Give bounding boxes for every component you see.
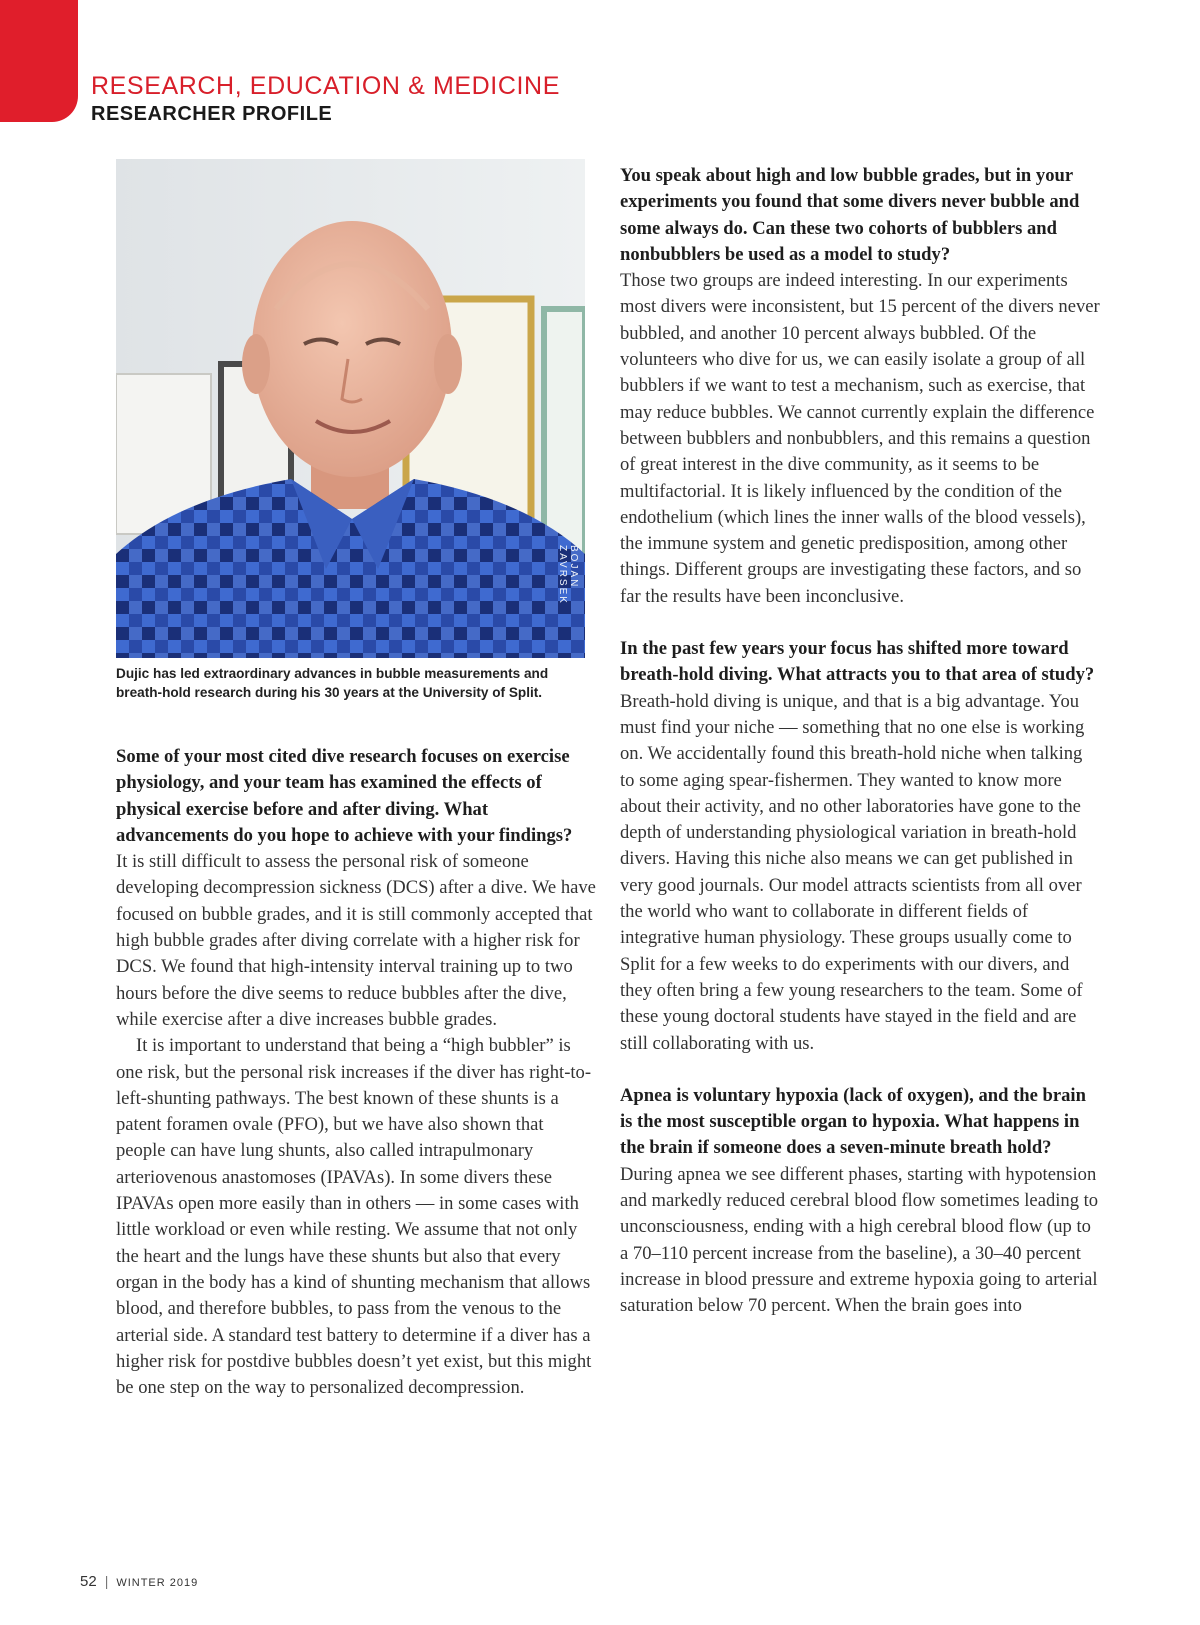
- question-apnea: Apnea is voluntary hypoxia (lack of oxygen), and the brain is the most susceptible organ to hypoxia. What happens in the brain if someone does a seven-minute breath hold?: [620, 1084, 1086, 1159]
- question-breath-hold: In the past few years your focus has shifted more toward breath-hold diving. What attracts you to that area of study?: [620, 638, 1095, 686]
- answer-paragraph: During apnea we see different phases, starting with hypotension and markedly reduced cerebral blood flow sometimes leading to unconsciousness, ending with a high cerebral blood flow (up to a 70–110 percent increase from the baseline), a 30–40 percent increase in blood pressure and extreme hypoxia going to arterial saturation below 70 percent. When the brain goes into: [620, 1163, 1099, 1317]
- photo-credit: BOJAN ZAVRSEK: [557, 545, 579, 605]
- section-subtitle: RESEARCHER PROFILE: [91, 103, 333, 125]
- answer-paragraph: It is important to understand that being a “high bubbler” is one risk, but the personal risk increases if the diver has right-to-left-shunting pathways. The best known of these shunts is a patent foramen ovale (PFO), but we have also shown that people can have lung shunts, also called intrapulmonary arteriovenous anastomoses (IPAVAs). In some divers these IPAVAs open more easily than in others — in some cases with little workload or even while resting. We assume that not only the heart and the lungs have these shunts but also that every organ in the body has a kind of shunting mechanism that allows blood, and therefore bubbles, to pass from the venous to the arterial side. A standard test battery to determine if a diver has a higher risk for postdive bubbles doesn’t yet exist, but this might be one step on the way to personalized decompression.: [116, 1035, 592, 1399]
- question-exercise-physiology: Some of your most cited dive research focuses on exercise physiology, and your team has examined the effects of physical exercise before and after diving. What advancements do you hope to achieve with your findings?: [116, 746, 573, 846]
- portrait-photo: [116, 159, 585, 658]
- answer-paragraph: Those two groups are indeed interesting. In our experiments most divers were inconsistent, but 15 percent of the divers never bubbled, and another 10 percent always bubbled. Of the volunteers who dive for us, we can easily isolate a group of all bubblers if we want to test a mechanism, such as exercise, that may reduce bubbles. We cannot currently explain the difference between bubblers and nonbubblers, and this remains a question of great interest in the dive community, as it seems to be multifactorial. It is likely influenced by the condition of the endothelium (which lines the inner walls of the blood vessels), the immune system and genetic predisposition, among other things. Different groups are investigating these factors, and so far the results have been inconclusive.: [620, 270, 1100, 607]
- answer-paragraph: It is still difficult to assess the personal risk of someone developing decompression sickness (DCS) after a dive. We have focused on bubble grades, and it is still commonly accepted that high bubble grades after diving correlate with a higher risk for DCS. We found that high-intensity interval training up to two hours before the dive seems to reduce bubbles after the dive, while exercise after a dive increases bubble grades.: [116, 851, 596, 1030]
- section-color-tab: [0, 0, 78, 122]
- issue-label: WINTER 2019: [116, 1577, 199, 1589]
- answer-paragraph: Breath-hold diving is unique, and that is a big advantage. You must find your niche — something that no one else is working on. We accidentally found this breath-hold niche when talking to some aging spear-fishermen. They wanted to know more about their activity, and no other laboratories have gone to the depth of understanding physiological variation in breath-hold divers. Having this niche also means we can get published in very good journals. Our model attracts scientists from all over the world who want to collaborate in different fields of integrative human physiology. These groups usually come to Split for a few weeks to do experiments with our divers, and they often bring a few young researchers to the team. Some of these young doctoral students have stayed in the field and are still collaborating with us.: [620, 690, 1085, 1054]
- photo-caption: Dujic has led extraordinary advances in bubble measurements and breath-hold research during his 30 years at the University of Split.: [116, 666, 549, 700]
- portrait-illustration: [116, 159, 585, 658]
- left-column: [116, 744, 596, 1401]
- section-title: RESEARCH, EDUCATION & MEDICINE: [91, 72, 560, 100]
- page-footer: [80, 1573, 198, 1590]
- page-number: 52: [80, 1573, 97, 1590]
- right-column: [620, 163, 1100, 1319]
- question-bubblers: You speak about high and low bubble grades, but in your experiments you found that some divers never bubble and some always do. Can these two cohorts of bubblers and nonbubblers be used as a model to study?: [620, 165, 1080, 265]
- footer-separator: |: [104, 1573, 109, 1589]
